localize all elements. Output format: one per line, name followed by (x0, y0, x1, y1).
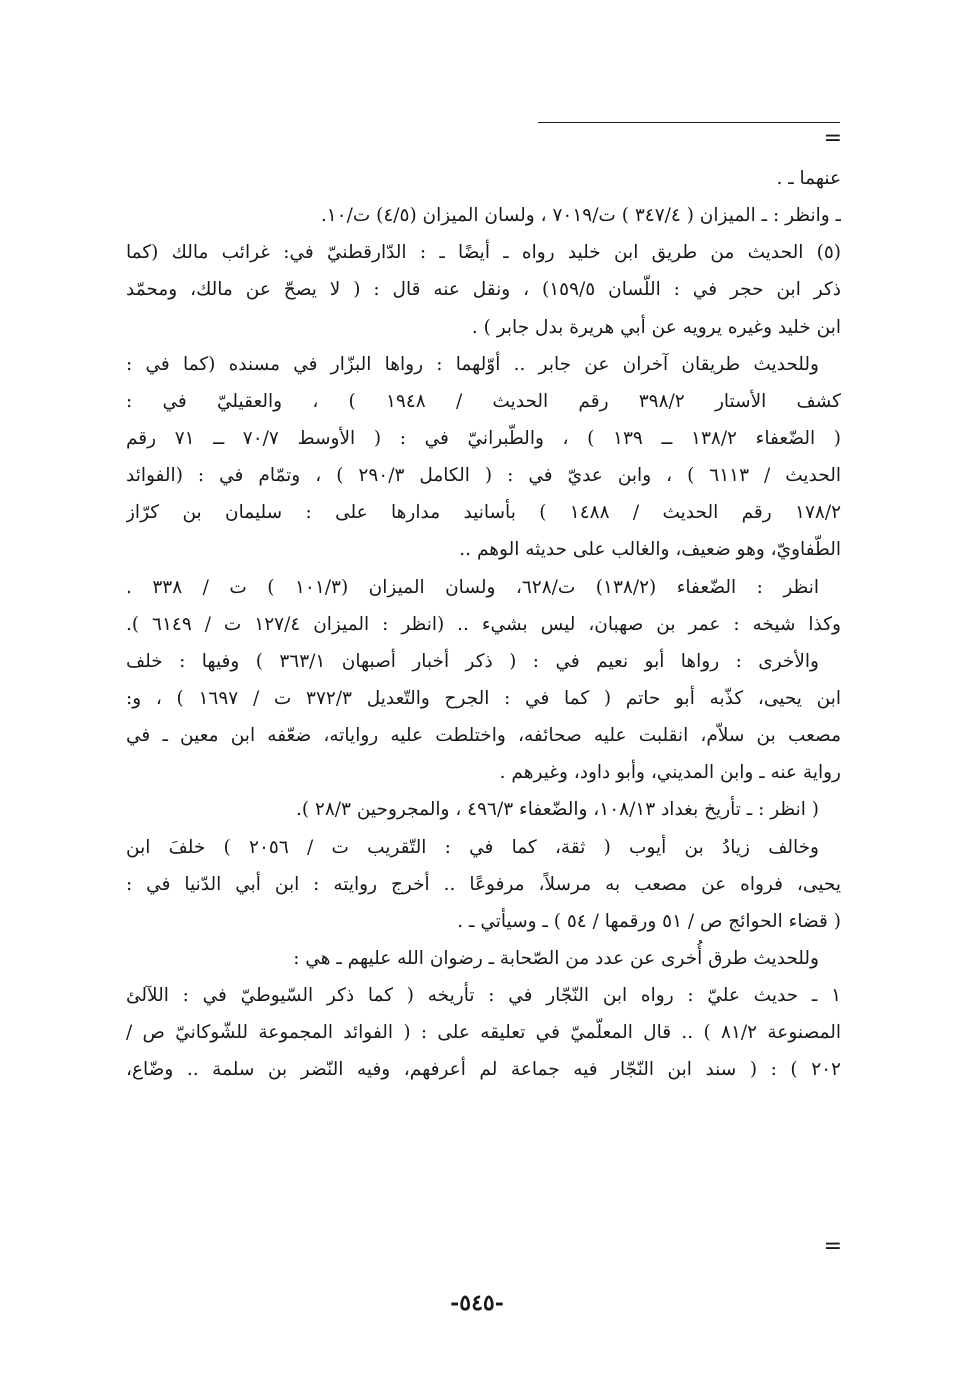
text-line: ١٧٨/٢ رقم الحديث / ١٤٨٨ ) بأسانيد مدارها على : سليمان بن كرّاز (126, 502, 841, 524)
text-line: ١ ـ حديث عليّ : رواه ابن النّجّار في : تأريخه ( كما ذكر السّيوطيّ في : اللآلئ (126, 985, 841, 1007)
text-line: ابن خليد وغيره يرويه عن أبي هريرة بدل جابر ) . (471, 316, 841, 338)
text-line: يحيى، فرواه عن مصعب به مرسلاً، مرفوعًا .. أخرج روايته : ابن أبي الدّنيا في : (126, 873, 841, 895)
footnote-separator-rule (538, 122, 840, 123)
text-line: كشف الأستار ٣٩٨/٢ رقم الحديث / ١٩٤٨ ) ، والعقيليّ في : (126, 390, 841, 412)
text-line: ( انظر : ـ تأريخ بغداد ١٠٨/١٣، والضّعفاء ٤٩٦/٣ ، والمجروحين ٢٨/٣ ). (295, 799, 819, 821)
text-line: ذكر ابن حجر في : اللّسان ١٥٩/٥) ، ونقل عنه قال : ( لا يصحّ عن مالك، ومحمّد (126, 279, 841, 301)
text-line: المصنوعة ٨١/٢ ) .. قال المعلّميّ في تعليقه على : ( الفوائد المجموعة للشّوكانيّ ص / (126, 1022, 841, 1044)
text-line: ( الضّعفاء ١٣٨/٢ ــ ١٣٩ ) ، والطّبرانيّ في : ( الأوسط ٧٠/٧ ــ ٧١ رقم (126, 427, 841, 449)
text-line: والأخرى : رواها أبو نعيم في : ( ذكر أخبار أصبهان ٣٦٣/١ ) وفيها : خلف (126, 650, 819, 672)
text-line: رواية عنه ـ وابن المديني، وأبو داود، وغيرهم . (499, 762, 841, 784)
text-line: ٢٠٢ ) : ( سند ابن النّجّار فيه جماعة لم أعرفهم، وفيه النّضر بن سلمة .. وضّاع، (126, 1059, 841, 1081)
text-line: الحديث / ٦١١٣ ) ، وابن عديّ في : ( الكامل ٢٩٠/٣ ) ، وتمّام في : (الفوائد (126, 465, 841, 487)
text-line: وكذا شيخه : عمر بن صهبان، ليس بشيء .. (انظر : الميزان ١٢٧/٤ ت / ٦١٤٩ ). (126, 613, 841, 635)
text-line: (٥) الحديث من طريق ابن خليد رواه ـ أيضًا ـ : الدّارقطنيّ في: غرائب مالك (كما (126, 242, 841, 264)
text-line: وللحديث طرق أُخرى عن عدد من الصّحابة ـ رضوان الله عليهم ـ هي : (293, 947, 819, 969)
text-line: وخالف زيادُ بن أيوب ( ثقة، كما في : التّقريب ت / ٢٠٥٦ ) خلفَ ابن (126, 836, 819, 858)
text-line: ابن يحيى، كذّبه أبو حاتم ( كما في : الجرح والتّعديل ٣٧٢/٣ ت / ١٦٩٧ ) ، و: (126, 687, 841, 709)
text-line: ـ وانظر : ـ الميزان ( ٣٤٧/٤ ) ت/٧٠١٩ ، ولسان الميزان (٤/٥) ت/١٠. (320, 205, 841, 227)
continuation-mark-bottom: = (823, 1234, 842, 1259)
footnote-text-block (126, 160, 841, 1089)
text-line: وللحديث طريقان آخران عن جابر .. أوّلهما : رواها البزّار في مسنده (كما في : (126, 353, 819, 375)
text-line: الطّفاويّ، وهو ضعيف، والغالب على حديثه الوهم .. (459, 539, 841, 561)
continuation-mark-top: = (823, 126, 842, 151)
text-line: انظر : الضّعفاء (١٣٨/٢) ت/٦٢٨، ولسان الميزان (١٠١/٣ ) ت / ٣٣٨ . (126, 576, 820, 598)
page-number: -٥٤٥- (450, 1290, 504, 1316)
text-line: ( قضاء الحوائج ص / ٥١ ورقمها / ٥٤ ) ـ وسيأتي ـ . (457, 910, 841, 932)
text-line: مصعب بن سلاّم، انقلبت عليه صحائفه، واختلطت عليه رواياته، ضعّفه ابن معين ـ في (126, 725, 841, 747)
text-line: عنهما ـ . (776, 168, 841, 189)
